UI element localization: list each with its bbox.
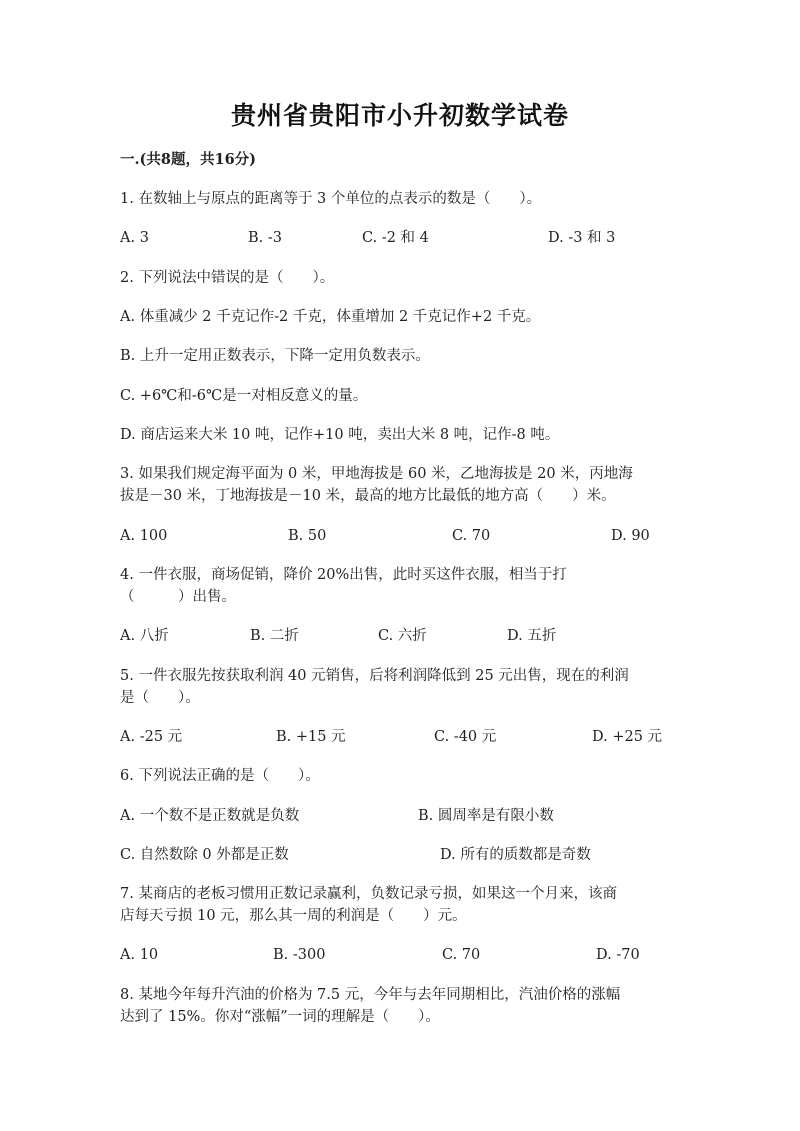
- question-1-stem: 1. 在数轴上与原点的距离等于 3 个单位的点表示的数是（ ）。: [120, 191, 542, 207]
- q1-option-a[interactable]: A. 3: [120, 230, 149, 246]
- q6-option-c[interactable]: C. 自然数除 0 外都是正数: [120, 847, 289, 863]
- q1-option-b[interactable]: B. -3: [248, 230, 282, 246]
- question-3-stem-line-1: 3. 如果我们规定海平面为 0 米，甲地海拔是 60 米，乙地海拔是 20 米，丙地海: [120, 466, 633, 482]
- q1-option-d[interactable]: D. -3 和 3: [548, 230, 616, 246]
- question-5-stem-line-1: 5. 一件衣服先按获取利润 40 元销售，后将利润降低到 25 元出售，现在的利润: [120, 668, 629, 684]
- q7-option-b[interactable]: B. -300: [273, 947, 326, 963]
- question-3-stem-line-2: 拔是－30 米，丁地海拔是－10 米，最高的地方比最低的地方高（ ）米。: [120, 488, 616, 504]
- q3-option-c[interactable]: C. 70: [452, 528, 491, 544]
- q7-option-d[interactable]: D. -70: [596, 947, 640, 963]
- q2-option-c[interactable]: C. +6℃和-6℃是一对相反意义的量。: [120, 388, 368, 404]
- q2-option-a[interactable]: A. 体重减少 2 千克记作-2 千克，体重增加 2 千克记作+2 千克。: [120, 309, 541, 325]
- q5-option-d[interactable]: D. +25 元: [592, 729, 663, 745]
- question-8-stem-line-1: 8. 某地今年每升汽油的价格为 7.5 元，今年与去年同期相比，汽油价格的涨幅: [120, 987, 621, 1003]
- question-4-stem-line-1: 4. 一件衣服，商场促销，降价 20%出售，此时买这件衣服，相当于打: [120, 567, 567, 583]
- q6-option-d[interactable]: D. 所有的质数都是奇数: [440, 847, 591, 863]
- question-7-stem-line-1: 7. 某商店的老板习惯用正数记录赢利，负数记录亏损，如果这一个月来，该商: [120, 886, 617, 902]
- q4-option-a[interactable]: A. 八折: [120, 628, 169, 644]
- q6-option-a[interactable]: A. 一个数不是正数就是负数: [120, 808, 300, 824]
- exam-title: 贵州省贵阳市小升初数学试卷: [230, 101, 569, 130]
- q4-option-b[interactable]: B. 二折: [250, 628, 299, 644]
- q3-option-a[interactable]: A. 100: [120, 528, 168, 544]
- question-5-stem-line-2: 是（ ）。: [120, 690, 200, 706]
- q5-option-b[interactable]: B. +15 元: [276, 729, 346, 745]
- q7-option-c[interactable]: C. 70: [442, 947, 481, 963]
- q4-option-c[interactable]: C. 六折: [378, 628, 427, 644]
- q4-option-d[interactable]: D. 五折: [507, 628, 557, 644]
- q3-option-b[interactable]: B. 50: [288, 528, 327, 544]
- q5-option-c[interactable]: C. -40 元: [434, 729, 497, 745]
- question-7-stem-line-2: 店每天亏损 10 元，那么其一周的利润是（ ）元。: [120, 908, 467, 924]
- q7-option-a[interactable]: A. 10: [120, 947, 159, 963]
- question-2-stem: 2. 下列说法中错误的是（ ）。: [120, 270, 335, 286]
- q2-option-d[interactable]: D. 商店运来大米 10 吨，记作+10 吨，卖出大米 8 吨，记作-8 吨。: [120, 427, 560, 443]
- q2-option-b[interactable]: B. 上升一定用正数表示，下降一定用负数表示。: [120, 348, 430, 364]
- question-4-stem-line-2: （ ）出售。: [120, 589, 236, 605]
- q3-option-d[interactable]: D. 90: [611, 528, 650, 544]
- q5-option-a[interactable]: A. -25 元: [120, 729, 183, 745]
- q6-option-b[interactable]: B. 圆周率是有限小数: [418, 808, 554, 824]
- question-8-stem-line-2: 达到了 15%。你对“涨幅”一词的理解是（ ）。: [120, 1009, 440, 1025]
- question-6-stem: 6. 下列说法正确的是（ ）。: [120, 768, 320, 784]
- section-heading: 一.(共8题，共16分): [120, 151, 257, 168]
- q1-option-c[interactable]: C. -2 和 4: [362, 230, 429, 246]
